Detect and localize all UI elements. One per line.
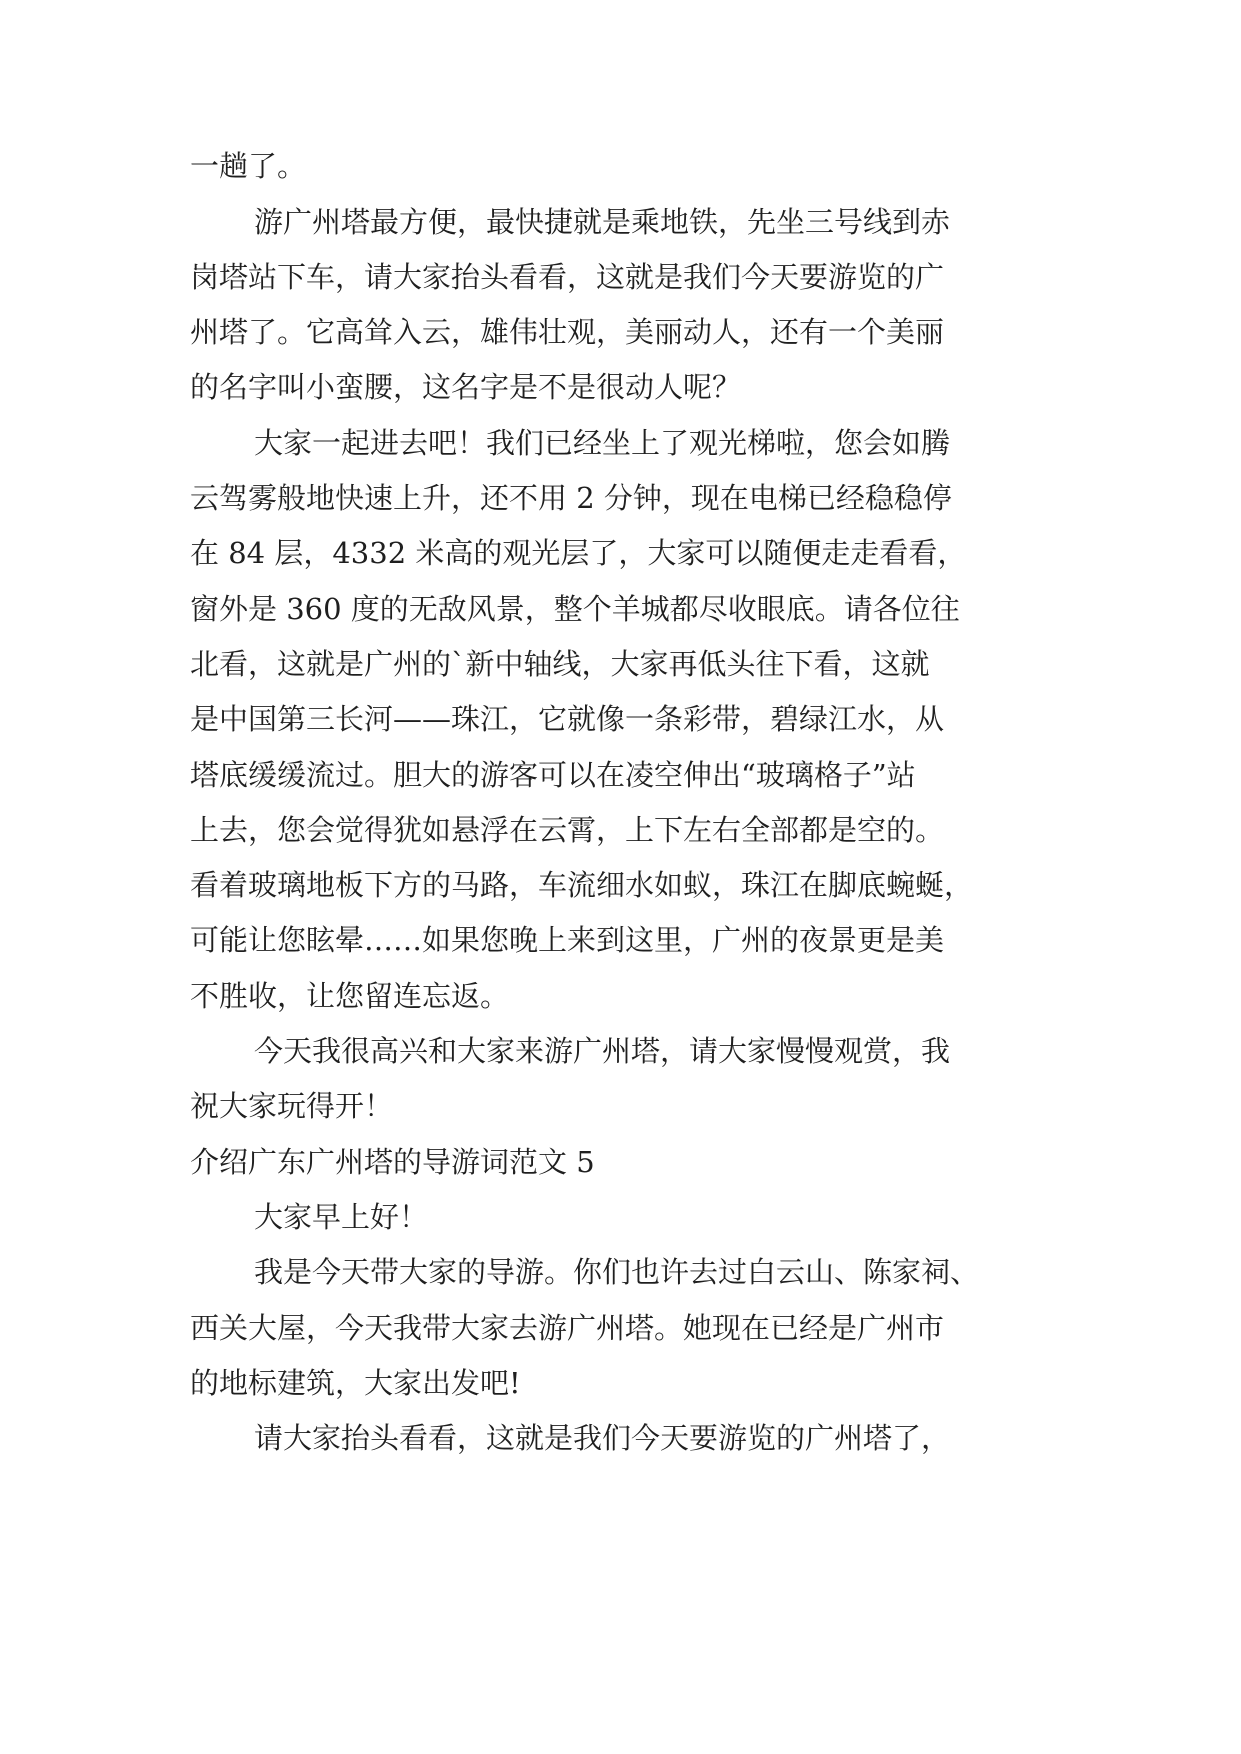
text-line: 塔底缓缓流过。胆大的游客可以在凌空伸出“玻璃格子”站 — [190, 758, 916, 792]
text-line: 西关大屋，今天我带大家去游广州塔。她现在已经是广州市 — [190, 1311, 945, 1345]
text-line: 的地标建筑，大家出发吧! — [190, 1366, 521, 1400]
text-line: 在 84 层，4332 米高的观光层了，大家可以随便走走看看， — [190, 536, 967, 570]
text-line: 云驾雾般地快速上升，还不用 2 分钟，现在电梯已经稳稳停 — [190, 481, 952, 515]
paragraph-start: 大家一起进去吧！我们已经坐上了观光梯啦，您会如腾 — [254, 426, 951, 460]
text-line: 窗外是 360 度的无敌风景，整个羊城都尽收眼底。请各位往 — [190, 592, 960, 626]
text-line: 可能让您眩晕……如果您晚上来到这里，广州的夜景更是美 — [190, 923, 945, 957]
text-line: 是中国第三长河——珠江，它就像一条彩带，碧绿江水，从 — [190, 702, 945, 736]
text-line: 祝大家玩得开！ — [190, 1089, 394, 1123]
paragraph-start: 今天我很高兴和大家来游广州塔，请大家慢慢观赏，我 — [254, 1034, 951, 1068]
text-line: 看着玻璃地板下方的马路，车流细水如蚁，珠江在脚底蜿蜒， — [190, 868, 974, 902]
text-line: 的名字叫小蛮腰，这名字是不是很动人呢？ — [190, 370, 742, 404]
text-line: 北看，这就是广州的`新中轴线，大家再低头往下看，这就 — [190, 647, 930, 681]
section-heading: 介绍广东广州塔的导游词范文 5 — [190, 1145, 595, 1179]
paragraph-start: 请大家抬头看看，这就是我们今天要游览的广州塔了， — [254, 1421, 951, 1455]
text-line: 上去，您会觉得犹如悬浮在云霄，上下左右全部都是空的。 — [190, 813, 945, 847]
text-line: 一趟了。 — [190, 149, 307, 183]
text-line: 不胜收，让您留连忘返。 — [190, 979, 510, 1013]
paragraph-start: 大家早上好！ — [254, 1200, 429, 1234]
paragraph-start: 游广州塔最方便，最快捷就是乘地铁，先坐三号线到赤 — [254, 205, 951, 239]
text-line: 岗塔站下车，请大家抬头看看，这就是我们今天要游览的广 — [190, 260, 945, 294]
paragraph-start: 我是今天带大家的导游。你们也许去过白云山、陈家祠、 — [254, 1255, 980, 1289]
text-line: 州塔了。它高耸入云，雄伟壮观，美丽动人，还有一个美丽 — [190, 315, 945, 349]
